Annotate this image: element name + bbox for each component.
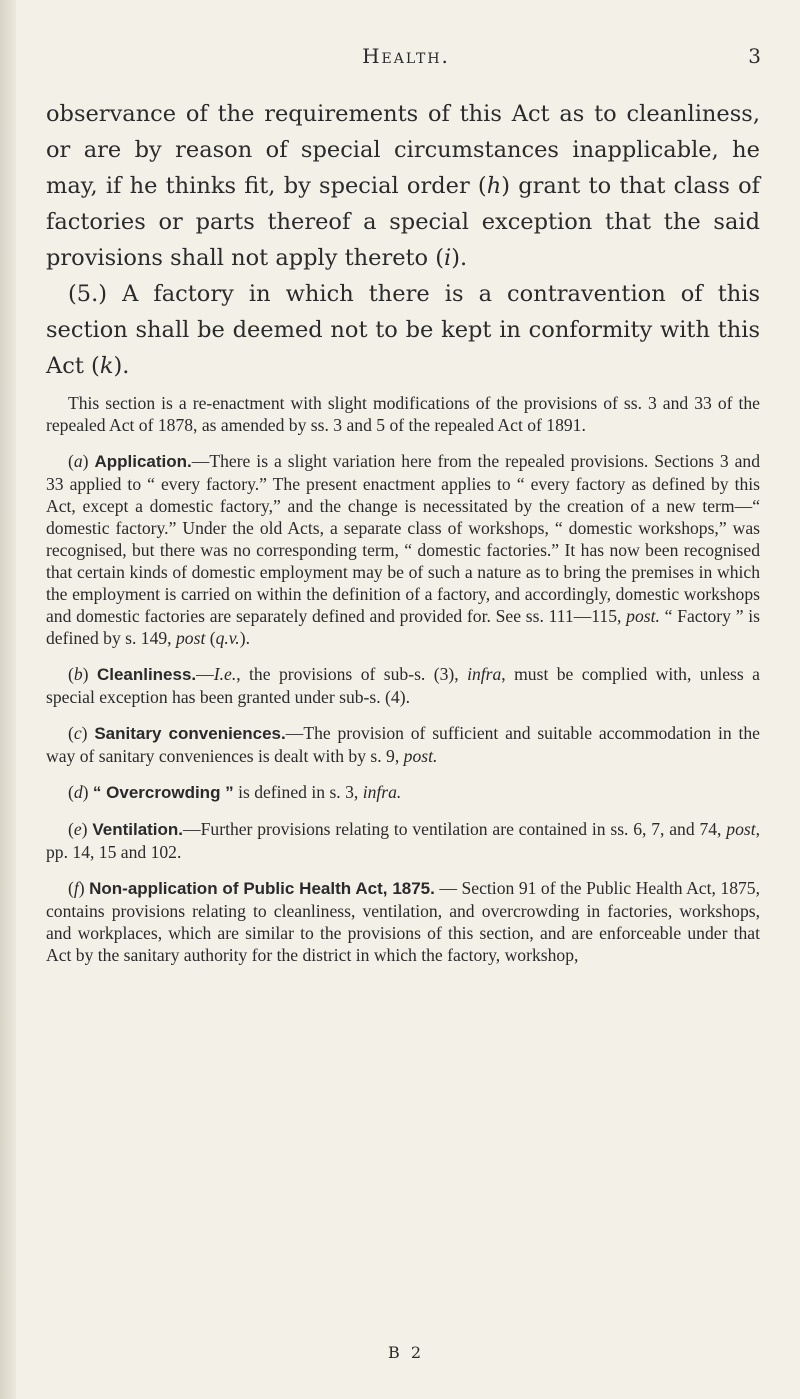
- note-d-overcrowding: (d) “ Overcrowding ” is defined in s. 3, infra.: [68, 782, 402, 802]
- footnote-ref-i: i: [444, 245, 452, 271]
- page-header: [46, 44, 766, 74]
- footnote-ref-h: h: [486, 173, 502, 199]
- note-heading: Application.: [94, 452, 192, 471]
- footnote-ref-k: k: [99, 353, 114, 379]
- note-heading: Ventilation.: [92, 820, 184, 839]
- note-intro: This section is a re-enactment with slight modifications of the provisions of ss. 3 and 33 of the repealed Act of 1878, as amended by ss. 3 and 5 of the repealed Act of 1891.: [46, 393, 760, 435]
- note-heading: Non-application of Public Health Act, 1875.: [89, 879, 435, 898]
- running-head: Health.: [362, 44, 450, 68]
- book-page: [46, 0, 766, 1399]
- note-b-cleanliness: (b) Cleanliness.—I.e., the provisions of sub-s. (3), infra, must be complied with, unless a special exception has been granted under sub-s. (4).: [46, 664, 760, 707]
- page-body: [46, 96, 760, 966]
- note-c-sanitary-conveniences: (c) Sanitary conveniences.—The provision of sufficient and suitable accommodation in the way of sanitary conveniences is dealt with by s. 9, post.: [46, 723, 760, 766]
- note-heading: Sanitary conveniences.: [94, 724, 286, 743]
- note-a-application: (a) Application.—There is a slight variation here from the repealed provisions. Sections 3 and 33 applied to “ every factory.” The present enactment applies to “ every factory as defined by this Act, except a domestic factory,” and the change is necessitated by the creation of a new term—“ domestic factory.” Under the old Acts, a separate class of workshops, “ domestic workshops,” was recognised, but there was no corresponding term, “ domestic factories.” It has now been recognised that certain kinds of domestic employment may be of such a nature as to bring the premises in which the employment is carried on within the definition of a factory, and accordingly, domestic workshops and domestic factories are separately defined and provided for. See ss. 111—115, post. “ Factory ” is defined by s. 149, post (q.v.).: [46, 451, 760, 648]
- page-number: 3: [748, 44, 761, 68]
- statute-paragraph-continued: observance of the requirements of this Act as to cleanliness, or are by reason of special circumstances inapplicable, he may, if he thinks fit, by special order (h) grant to that class of factories or parts thereof a special exception that the said provisions shall not apply thereto (i).: [46, 101, 760, 271]
- signature-mark: B 2: [387, 1343, 425, 1362]
- statute-subsection-5: (5.) A factory in which there is a contravention of this section shall be deemed not to be kept in conformity with this Act (k).: [46, 281, 760, 379]
- note-heading: “ Overcrowding ”: [92, 783, 234, 802]
- book-binding-edge: [0, 0, 16, 1399]
- note-f-public-health-act: (f) Non-application of Public Health Act, 1875. — Section 91 of the Public Health Act, 1875, contains provisions relating to cleanliness, ventilation, and overcrowding in factories, workshops, and workplaces, which are similar to the provisions of this section, and are enforceable under that Act by the sanitary authority for the district in which the factory, workshop,: [46, 878, 760, 965]
- note-e-ventilation: (e) Ventilation.—Further provisions relating to ventilation are contained in ss. 6, 7, and 74, post, pp. 14, 15 and 102.: [46, 819, 761, 862]
- note-heading: Cleanliness.: [96, 665, 197, 684]
